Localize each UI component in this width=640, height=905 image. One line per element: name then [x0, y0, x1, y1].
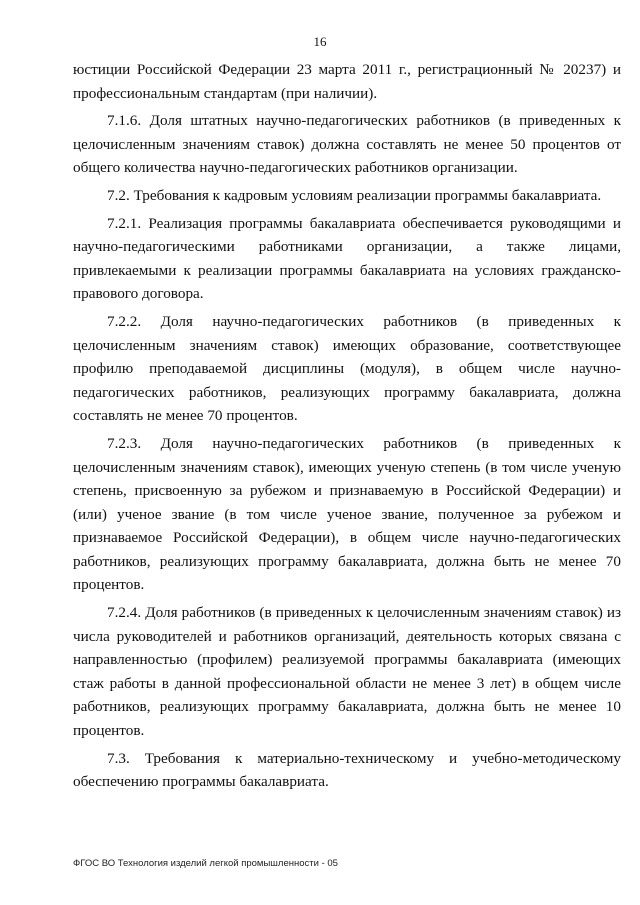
paragraph-7-2-2: 7.2.2. Доля научно-педагогических работников (в приведенных к целочисленным значениям ставок) имеющих образование, соответствующее профилю преподаваемой дисциплины (модуля), в общем числе научно-педагогических работников, реализующих программу бакалавриата, должна составлять не менее 70 процентов.: [73, 312, 621, 425]
page-footer: ФГОС ВО Технология изделий легкой промышленности - 05: [73, 858, 338, 869]
paragraph-7-2-1: 7.2.1. Реализация программы бакалавриата обеспечивается руководящими и научно-педагогическими работниками организации, а также лицами, привлекаемыми к реализации программы бакалавриата на условиях гражданско-правового договора.: [73, 214, 621, 303]
paragraph-7-2-3: 7.2.3. Доля научно-педагогических работников (в приведенных к целочисленным значениям ставок), имеющих ученую степень (в том числе ученую степень, присвоенную за рубежом и признаваемую в Российской Федерации) и (или) ученое звание (в том числе ученое звание, полученное за рубежом и признаваемое Российской Федерации), в общем числе научно-педагогических работников, реализующих программу бакалавриата, должна быть не менее 70 процентов.: [73, 434, 621, 594]
paragraph-7-2: 7.2. Требования к кадровым условиям реализации программы бакалавриата.: [107, 186, 602, 204]
document-body: [73, 58, 621, 798]
page-number: 16: [313, 34, 327, 49]
paragraph-7-2-4: 7.2.4. Доля работников (в приведенных к целочисленным значениям ставок) из числа руководителей и работников организаций, деятельность которых связана с направленностью (профилем) реализуемой программы бакалавриата (имеющих стаж работы в данной профессиональной области не менее 3 лет) в общем числе работников, реализующих программу бакалавриата, должна быть не менее 10 процентов.: [73, 604, 621, 740]
paragraph-7-3: 7.3. Требования к материально-техническому и учебно-методическому обеспечению программы бакалавриата.: [73, 749, 621, 791]
paragraph-7-1-6: 7.1.6. Доля штатных научно-педагогических работников (в приведенных к целочисленным значениям ставок) должна составлять не менее 50 процентов от общего количества научно-педагогических работников организации.: [73, 112, 621, 177]
paragraph-continuation: юстиции Российской Федерации 23 марта 2011 г., регистрационный № 20237) и профессиональным стандартам (при наличии).: [73, 61, 621, 102]
